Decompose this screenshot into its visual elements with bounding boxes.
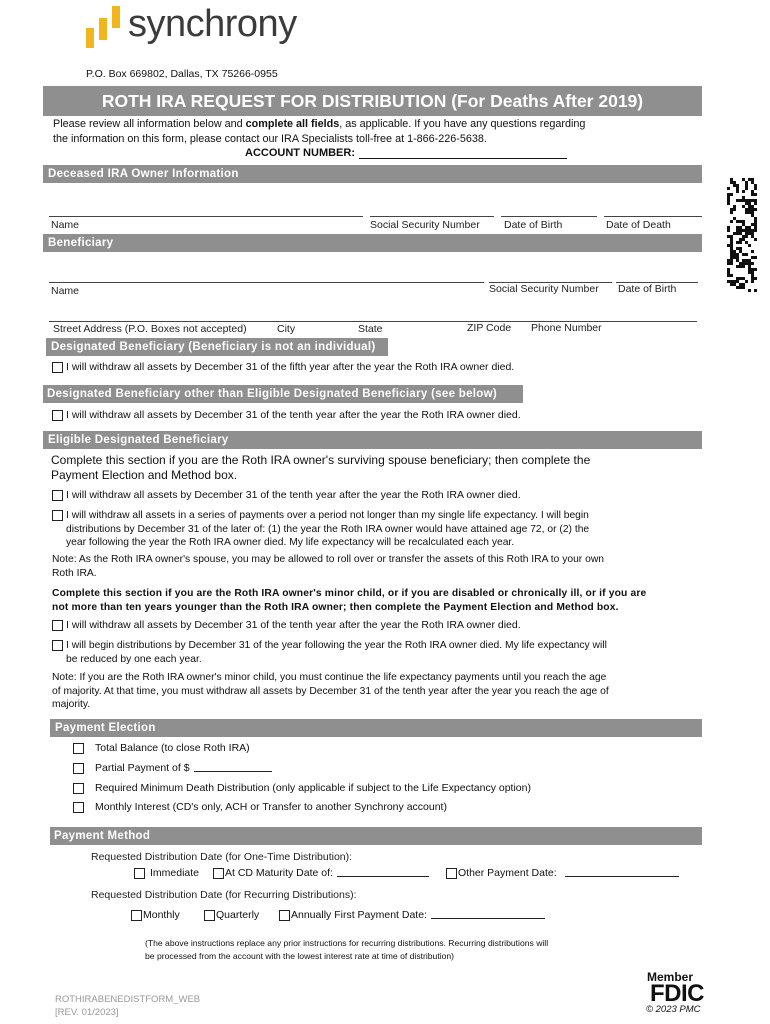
note-spouse: Note: As the Roth IRA owner's spouse, you may be allowed to roll over or transfer the assets of this Roth IRA to your own Roth IRA. [52, 554, 604, 579]
form-title: ROTH IRA REQUEST FOR DISTRIBUTION (For Deaths After 2019) [43, 86, 702, 116]
checkbox[interactable] [52, 640, 63, 651]
deceased-dod-line[interactable] [604, 216, 702, 217]
label-beneficiary-ssn: Social Security Number [489, 283, 599, 295]
spouse-intro: Complete this section if you are the Roth IRA owner's surviving spouse beneficiary; then complete the Payment Election and Method box. [51, 453, 591, 482]
checkbox[interactable] [73, 802, 84, 813]
deceased-ssn-line[interactable] [370, 216, 494, 217]
option-series-payments[interactable]: I will withdraw all assets in a series of payments over a period not longer than my single life expectancy. I will begin distributions by December 31 of the later of: (1) the year the Roth IRA owner would have attained age 72, or (2) the year following the year the Roth IRA owner died. My life expectancy will be recalculated each year. [52, 509, 589, 550]
section-designated-other: Designated Beneficiary other than Eligible Designated Beneficiary (see below) [43, 385, 523, 403]
checkbox[interactable] [131, 910, 142, 921]
label-dob: Date of Birth [504, 219, 563, 231]
recurring-note: (The above instructions replace any prior instructions for recurring distributions. Recurring distributions will be processed from the account with the lowest interest rate at time of distribution) [145, 938, 549, 961]
checkbox[interactable] [279, 910, 290, 921]
note-minor: Note: If you are the Roth IRA owner's minor child, you must continue the life expectancy payments until you reach the age of majority. At that time, you must withdraw all assets by December 31 of the tenth year after the year you reach the age of majority. [52, 672, 609, 710]
section-deceased-owner: Deceased IRA Owner Information [43, 165, 702, 183]
checkbox[interactable] [134, 868, 145, 879]
checkbox[interactable] [52, 620, 63, 631]
minor-child-intro: Complete this section if you are the Roth IRA owner's minor child, or if you are disabled or chronically ill, or if you are not more than ten years younger than the Roth IRA owner; then complete the Payment Election and Method box. [52, 588, 647, 613]
label-beneficiary-dob: Date of Birth [618, 283, 677, 295]
method-quarterly[interactable]: Quarterly [204, 909, 259, 921]
recurring-label: Requested Distribution Date (for Recurring Distributions): [91, 889, 357, 901]
label-street: Street Address (P.O. Boxes not accepted) [53, 323, 247, 335]
checkbox[interactable] [204, 910, 215, 921]
label-phone: Phone Number [531, 322, 602, 334]
intro-text: Please review all information below and complete all fields, as applicable. If you have any questions regarding the information on this form, please contact our IRA Specialists toll-free at 1-866-226-5638. [53, 118, 586, 145]
method-immediate[interactable]: Immediate [134, 867, 199, 879]
checkbox[interactable] [73, 763, 84, 774]
beneficiary-name-line[interactable] [49, 282, 484, 283]
deceased-name-line[interactable] [49, 216, 363, 217]
checkbox[interactable] [52, 510, 63, 521]
method-cd-maturity[interactable]: At CD Maturity Date of: [213, 867, 429, 879]
method-annually[interactable]: Annually First Payment Date: [279, 909, 545, 921]
one-time-label: Requested Distribution Date (for One-Time Distribution): [91, 851, 353, 863]
checkbox[interactable] [73, 783, 84, 794]
checkbox[interactable] [52, 362, 63, 373]
barcode-image [727, 178, 757, 290]
checkbox[interactable] [52, 410, 63, 421]
election-total-balance[interactable]: Total Balance (to close Roth IRA) [73, 742, 250, 754]
deceased-dob-line[interactable] [501, 216, 597, 217]
label-zip: ZIP Code [467, 322, 512, 334]
label-name: Name [51, 219, 80, 231]
section-eligible-designated: Eligible Designated Beneficiary [43, 431, 702, 449]
member-label: Member [647, 970, 694, 984]
option-begin-distributions[interactable]: I will begin distributions by December 31 of the year following the year the Roth IRA owner died. My life expectancy will be reduced by one each year. [52, 639, 607, 666]
option-tenth-year[interactable]: I will withdraw all assets by December 31 of the tenth year after the year the Roth IRA owner died. [52, 409, 521, 421]
method-other-date[interactable]: Other Payment Date: [446, 867, 679, 879]
option-minor-tenth-year[interactable]: I will withdraw all assets by December 31 of the tenth year after the year the Roth IRA owner died. [52, 619, 521, 631]
option-spouse-tenth-year[interactable]: I will withdraw all assets by December 31 of the tenth year after the year the Roth IRA owner died. [52, 489, 521, 501]
checkbox[interactable] [52, 490, 63, 501]
section-payment-method: Payment Method [50, 827, 702, 845]
label-beneficiary-name: Name [51, 285, 80, 297]
label-city: City [277, 323, 296, 335]
election-rmd[interactable]: Required Minimum Death Distribution (only applicable if subject to the Life Expectancy option) [73, 782, 531, 794]
method-monthly[interactable]: Monthly [131, 909, 180, 921]
checkbox[interactable] [446, 868, 457, 879]
checkbox[interactable] [213, 868, 224, 879]
section-designated-beneficiary: Designated Beneficiary (Beneficiary is not an individual) [46, 338, 388, 356]
label-state: State [358, 323, 383, 335]
form-id: ROTHIRABENEDISTFORM_WEB [REV. 01/2023] [55, 994, 201, 1018]
checkbox[interactable] [73, 743, 84, 754]
synchrony-logo-mark [86, 6, 126, 48]
label-ssn: Social Security Number [370, 219, 480, 231]
section-beneficiary: Beneficiary [43, 234, 702, 252]
election-partial-payment[interactable]: Partial Payment of $ [73, 762, 272, 774]
account-number-field[interactable]: ACCOUNT NUMBER: [245, 147, 567, 159]
fdic-logo: FDIC [650, 980, 704, 1007]
section-payment-election: Payment Election [50, 719, 702, 737]
synchrony-logo-text: synchrony [128, 3, 297, 45]
label-dod: Date of Death [606, 219, 671, 231]
copyright: © 2023 PMC [646, 1004, 701, 1015]
mailing-address: P.O. Box 669802, Dallas, TX 75266-0955 [86, 68, 278, 80]
option-fifth-year[interactable]: I will withdraw all assets by December 31 of the fifth year after the year the Roth IRA owner died. [52, 361, 514, 373]
election-monthly-interest[interactable]: Monthly Interest (CD's only, ACH or Transfer to another Synchrony account) [73, 801, 447, 813]
